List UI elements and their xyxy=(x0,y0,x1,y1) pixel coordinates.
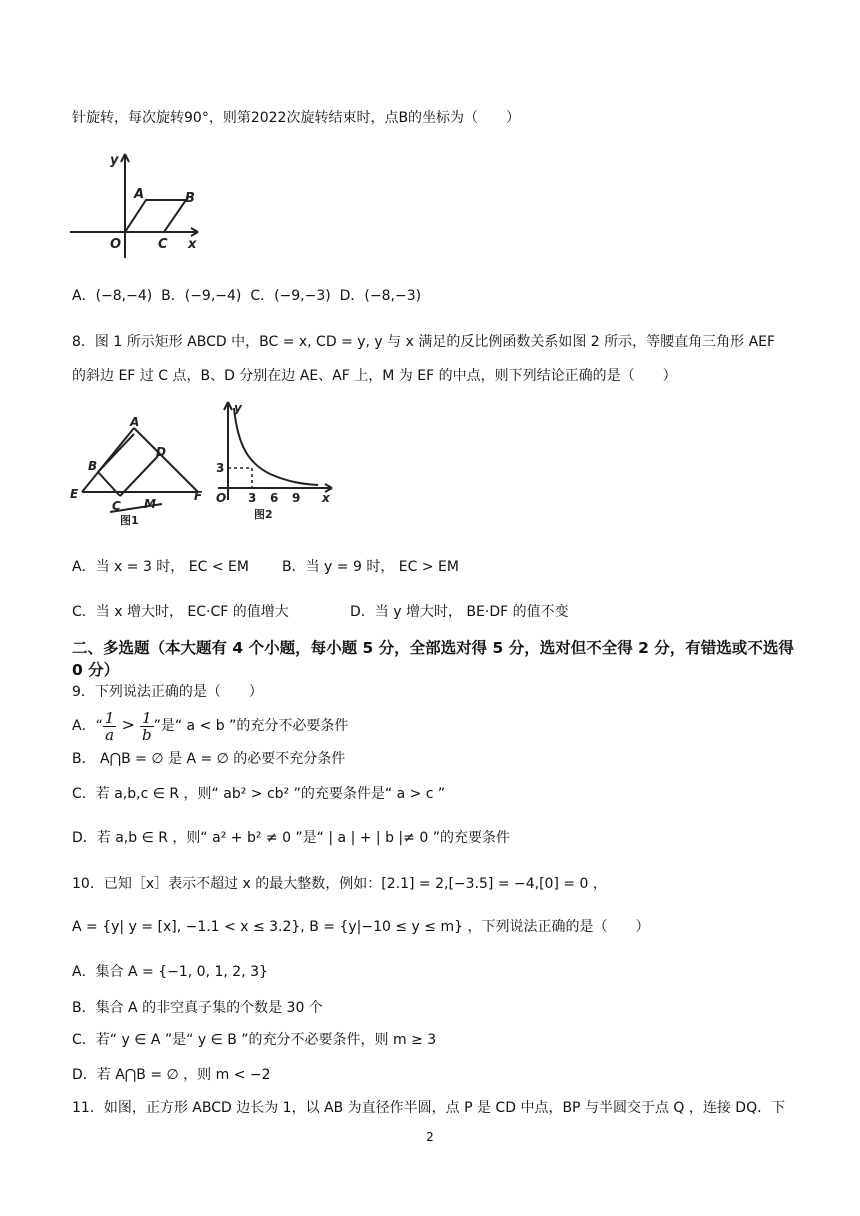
q8-fig1-caption: 图1 xyxy=(120,514,139,527)
q8-figure-1 xyxy=(70,412,210,542)
q10-option-c: C．若“ y ∈ A ”是“ y ∈ B ”的充分不必要条件，则 m ≥ 3 xyxy=(72,1032,437,1048)
q8-option-a: A．当 x = 3 时， EC < EM xyxy=(72,559,249,575)
q9-option-c: C．若 a,b,c ∈ R ，则“ ab² > cb² ”的充要条件是“ a > c ” xyxy=(72,786,446,802)
q8-fig1-label-M: M xyxy=(144,497,156,511)
q7-option-a: A．(−8,−4) xyxy=(72,288,153,304)
q8-fig1-label-D: D xyxy=(156,445,166,459)
q8-option-c: C．当 x 增大时， EC·CF 的值增大 xyxy=(72,604,289,620)
q8-fig2-tick-x6: 6 xyxy=(270,491,279,505)
q8-fig1-label-B: B xyxy=(88,459,98,473)
q9-frac2-numerator: 1 xyxy=(140,710,154,727)
q8-fig1-label-A: A xyxy=(130,415,140,429)
q10-option-b: B．集合 A 的非空真子集的个数是 30 个 xyxy=(72,1000,323,1016)
q7-stem-continuation: 针旋转，每次旋转90°，则第2022次旋转结束时，点B的坐标为（ ） xyxy=(72,110,521,126)
section-heading-multiple-choice: 二、多选题（本大题有 4 个小题，每小题 5 分，全部选对得 5 分，选对但不全得 2 分，有错选或不选得 0 分） xyxy=(72,639,794,679)
q8-fig1-label-E: E xyxy=(70,487,79,501)
q7-label-x: x xyxy=(188,237,197,252)
q9-option-d: D．若 a,b ∈ R ，则“ a² + b² ≠ 0 ”是“ | a | + | b |≠ 0 ”的充要条件 xyxy=(72,830,510,846)
page-number: 2 xyxy=(426,1130,434,1144)
q9-option-a-suffix: ”是“ a < b ”的充分不必要条件 xyxy=(153,718,349,734)
q8-option-b: B．当 y = 9 时， EC > EM xyxy=(282,559,459,575)
q10-stem-line1: 10．已知［x］表示不超过 x 的最大整数，例如：[2.1] = 2,[−3.5] = −4,[0] = 0 ， xyxy=(72,876,607,892)
q8-fig2-caption: 图2 xyxy=(254,508,273,521)
q8-fig2-tick-y3: 3 xyxy=(216,461,225,475)
q9-frac1-denominator: a xyxy=(105,725,115,744)
q8-stem-line1: 8．图 1 所示矩形 ABCD 中，BC = x, CD = y, y 与 x 满足的反比例函数关系如图 2 所示，等腰直角三角形 AEF xyxy=(72,334,776,350)
q7-option-b: B．(−9,−4) xyxy=(161,288,242,304)
q8-stem-line2: 的斜边 EF 过 C 点，B、D 分别在边 AE、AF 上，M 为 EF 的中点，则下列结论正确的是（ ） xyxy=(72,368,677,384)
q8-option-d: D．当 y 增大时， BE·DF 的值不变 xyxy=(350,604,569,620)
q8-fig2-tick-x3: 3 xyxy=(248,491,257,505)
q9-greater-than: > xyxy=(116,715,140,734)
q8-fig2-label-x: x xyxy=(322,491,330,505)
q8-fig1-label-C: C xyxy=(112,499,121,513)
q7-label-A: A xyxy=(134,187,145,202)
q8-fig1-label-F: F xyxy=(194,489,203,503)
q9-option-a xyxy=(72,708,348,743)
q7-label-O: O xyxy=(110,237,122,252)
q9-option-a-prefix: A．“ xyxy=(72,718,103,734)
q11-stem-line1: 11．如图，正方形 ABCD 边长为 1，以 AB 为直径作半圆，点 P 是 CD 中点，BP 与半圆交于点 Q ，连接 DQ．下 xyxy=(72,1100,786,1116)
q9-fraction-1-over-a xyxy=(103,710,117,743)
q7-label-B: B xyxy=(185,191,195,206)
q10-option-d: D．若 A⋂B = ∅ ，则 m < −2 xyxy=(72,1067,271,1083)
q7-options xyxy=(72,286,421,306)
q9-frac1-numerator: 1 xyxy=(104,708,115,727)
q9-fraction-1-over-b xyxy=(140,710,154,743)
q9-frac2-denominator: b xyxy=(141,725,152,744)
q8-figure-2 xyxy=(208,398,338,528)
q10-option-a: A．集合 A = {−1, 0, 1, 2, 3} xyxy=(72,964,268,980)
q9-stem: 9．下列说法正确的是（ ） xyxy=(72,684,263,700)
q7-figure xyxy=(70,148,210,268)
q8-fig2-label-y: y xyxy=(234,401,242,415)
q7-label-y: y xyxy=(110,153,119,168)
q10-stem-line2: A = {y| y = [x], −1.1 < x ≤ 3.2}, B = {y|−10 ≤ y ≤ m} ，下列说法正确的是（ ） xyxy=(72,919,650,935)
q7-option-d: D．(−8,−3) xyxy=(339,288,422,304)
q8-fig2-tick-x9: 9 xyxy=(292,491,301,505)
q7-option-c: C．(−9,−3) xyxy=(250,288,331,304)
q8-fig2-label-O: O xyxy=(216,491,227,505)
q9-option-b: B． A⋂B = ∅ 是 A = ∅ 的必要不充分条件 xyxy=(72,751,346,767)
q7-label-C: C xyxy=(158,237,168,252)
